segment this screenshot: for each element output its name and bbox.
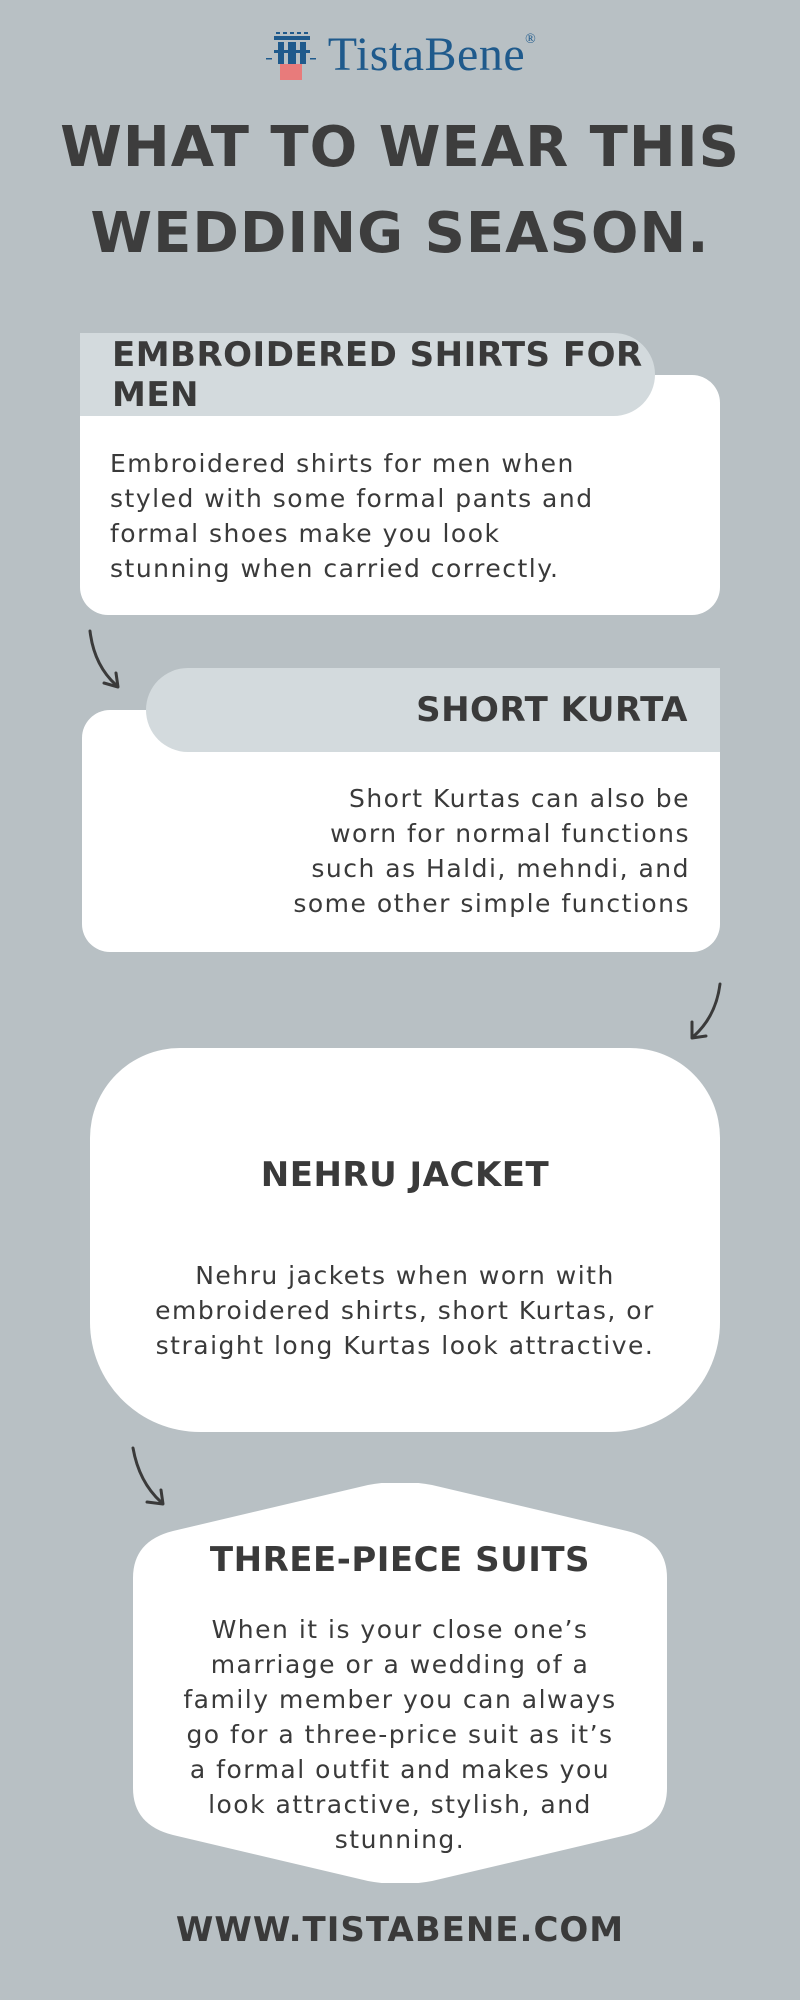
section-description bbox=[145, 1612, 655, 1857]
description-line: family member you can always bbox=[183, 1685, 617, 1714]
description-line: worn for normal functions bbox=[330, 819, 690, 848]
curved-arrow-icon bbox=[680, 978, 730, 1048]
description-line: Short Kurtas can also be bbox=[348, 784, 690, 813]
description-line: some other simple functions bbox=[293, 889, 690, 918]
section-title: NEHRU JACKET bbox=[260, 1155, 550, 1195]
curved-arrow-icon bbox=[82, 625, 132, 695]
description-line: Embroidered shirts for men when bbox=[110, 449, 575, 478]
logo-mark-icon bbox=[264, 28, 318, 82]
description-line: styled with some formal pants and bbox=[110, 484, 594, 513]
description-line: Nehru jackets when worn with bbox=[195, 1261, 615, 1290]
description-line: formal shoes make you look bbox=[110, 519, 501, 548]
description-line: such as Haldi, mehndi, and bbox=[311, 854, 690, 883]
brand-wordmark bbox=[327, 28, 537, 81]
section-tab-embroidered-shirts bbox=[80, 333, 655, 416]
description-line: go for a three-price suit as it’s bbox=[186, 1720, 614, 1749]
page-title-line-1: WHAT TO WEAR THIS bbox=[60, 115, 740, 180]
section-title: SHORT KURTA bbox=[416, 690, 688, 730]
description-line: stunning. bbox=[334, 1825, 466, 1854]
section-title: THREE-PIECE SUITS bbox=[209, 1540, 591, 1580]
description-line: a formal outfit and makes you bbox=[189, 1755, 611, 1784]
description-line: stunning when carried correctly. bbox=[110, 554, 560, 583]
brand-logo bbox=[0, 28, 800, 82]
description-line: When it is your close one’s bbox=[211, 1615, 589, 1644]
description-line: look attractive, stylish, and bbox=[208, 1790, 592, 1819]
description-line: straight long Kurtas look attractive. bbox=[155, 1331, 655, 1360]
section-title: EMBROIDERED SHIRTS FOR MEN bbox=[112, 334, 643, 415]
description-line: embroidered shirts, short Kurtas, or bbox=[155, 1296, 655, 1325]
brand-name: TistaBene bbox=[327, 28, 526, 81]
page-title bbox=[60, 105, 740, 277]
section-description bbox=[110, 446, 690, 586]
page-title-line-2: WEDDING SEASON. bbox=[90, 201, 710, 266]
section-card-nehru-jacket bbox=[90, 1048, 720, 1432]
description-line: marriage or a wedding of a bbox=[210, 1650, 590, 1679]
section-description bbox=[120, 781, 690, 921]
registered-mark: ® bbox=[525, 32, 537, 47]
section-description bbox=[100, 1258, 710, 1363]
section-tab-short-kurta bbox=[146, 668, 720, 752]
footer-website-link[interactable]: WWW.TISTABENE.COM bbox=[175, 1910, 625, 1950]
